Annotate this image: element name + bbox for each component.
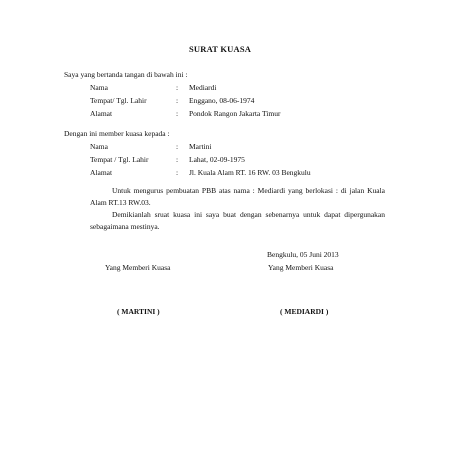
grantor-birth-value: Enggano, 08-06-1974: [189, 96, 255, 105]
purpose-paragraph: [90, 185, 385, 209]
document-title: SURAT KUASA: [189, 44, 252, 54]
grantee-address-value: Jl. Kuala Alam RT. 16 RW. 03 Bengkulu: [189, 168, 311, 177]
grantor-name-value: Mediardi: [189, 83, 217, 92]
grantee-name-value: Martini: [189, 142, 212, 151]
grantor-birth-label: Tempat/ Tgl. Lahir: [90, 96, 147, 105]
grantor-address-value: Pondok Rangon Jakarta Timur: [189, 109, 281, 118]
grantee-birth-label: Tempat / Tgl. Lahir: [90, 155, 149, 164]
signature-left-name: ( MARTINI ): [117, 307, 160, 316]
closing-paragraph: [90, 209, 385, 233]
closing-paragraph-text: Demikianlah sruat kuasa ini saya buat dengan sebenarnya untuk dapat dipergunakan sebagaimana mestinya.: [90, 210, 385, 231]
opening-line: Saya yang bertanda tangan di bawah ini :: [64, 70, 188, 79]
grantor-name-label: Nama: [90, 83, 108, 92]
place-date: Bengkulu, 05 Juni 2013: [267, 250, 339, 259]
signature-right-name: ( MEDIARDI ): [280, 307, 329, 316]
grantee-address-label: Alamat: [90, 168, 113, 177]
grant-line: Dengan ini member kuasa kepada :: [64, 129, 170, 138]
grantee-birth-value: Lahat, 02-09-1975: [189, 155, 245, 164]
grantor-address-colon: :: [176, 109, 179, 118]
grantee-address-colon: :: [176, 168, 179, 177]
grantee-name-colon: :: [176, 142, 179, 151]
signature-right-label: Yang Memberi Kuasa: [268, 263, 334, 272]
grantee-name-label: Nama: [90, 142, 108, 151]
signature-left-label: Yang Memberi Kuasa: [105, 263, 171, 272]
grantor-birth-colon: :: [176, 96, 179, 105]
grantee-birth-colon: :: [176, 155, 179, 164]
purpose-paragraph-text: Untuk mengurus pembuatan PBB atas nama : Mediardi yang berlokasi : di jalan Kuala Alam RT.13 RW.03.: [90, 186, 385, 207]
grantor-name-colon: :: [176, 83, 179, 92]
grantor-address-label: Alamat: [90, 109, 113, 118]
